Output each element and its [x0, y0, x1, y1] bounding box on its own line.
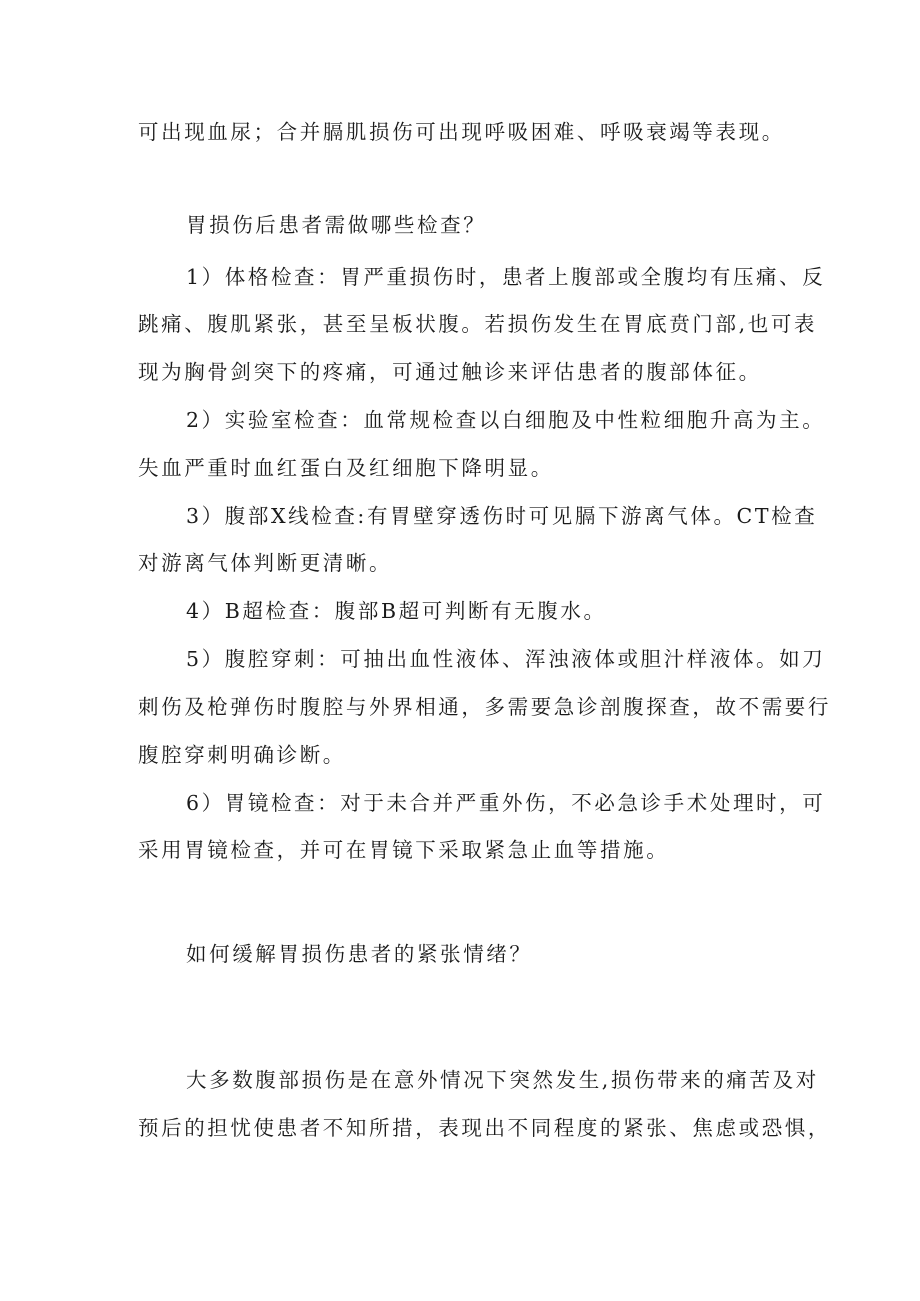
paragraph-line: 刺伤及枪弹伤时腹腔与外界相通，多需要急诊剖腹探查，故不需要行: [138, 695, 831, 719]
section-heading-exams: 胃损伤后患者需做哪些检查？: [186, 213, 487, 237]
paragraph-line: 大多数腹部损伤是在意外情况下突然发生,损伤带来的痛苦及对: [186, 1068, 819, 1092]
paragraph-line: 跳痛、腹肌紧张，甚至呈板状腹。若损伤发生在胃底贲门部,也可表: [138, 312, 818, 336]
paragraph-line: 采用胃镜检查，并可在胃镜下采取紧急止血等措施。: [138, 838, 670, 862]
section-heading-anxiety: 如何缓解胃损伤患者的紧张情绪？: [186, 942, 533, 966]
paragraph-line: 3）腹部X线检查:有胃壁穿透伤时可见膈下游离气体。CT检查: [186, 504, 818, 528]
paragraph-line: 失血严重时血红蛋白及红细胞下降明显。: [138, 456, 554, 480]
paragraph-line: 2）实验室检查：血常规检查以白细胞及中性粒细胞升高为主。: [186, 408, 826, 432]
paragraph-line: 1）体格检查：胃严重损伤时，患者上腹部或全腹均有压痛、反: [186, 265, 826, 289]
paragraph-line: 腹腔穿刺明确诊断。: [138, 743, 346, 767]
paragraph-line: 对游离气体判断更清晰。: [138, 551, 393, 575]
paragraph-line: 4）B超检查：腹部B超可判断有无腹水。: [186, 599, 607, 623]
paragraph-line: 预后的担忧使患者不知所措，表现出不同程度的紧张、焦虑或恐惧，: [138, 1116, 831, 1140]
paragraph-line: 5）腹腔穿刺：可抽出血性液体、浑浊液体或胆汁样液体。如刀: [186, 647, 826, 671]
paragraph-line: 6）胃镜检查：对于未合并严重外伤，不必急诊手术处理时，可: [186, 791, 826, 815]
paragraph-line: 现为胸骨剑突下的疼痛，可通过触诊来评估患者的腹部体征。: [138, 360, 762, 384]
continuation-line: 可出现血尿；合并膈肌损伤可出现呼吸困难、呼吸衰竭等表现。: [138, 120, 785, 144]
